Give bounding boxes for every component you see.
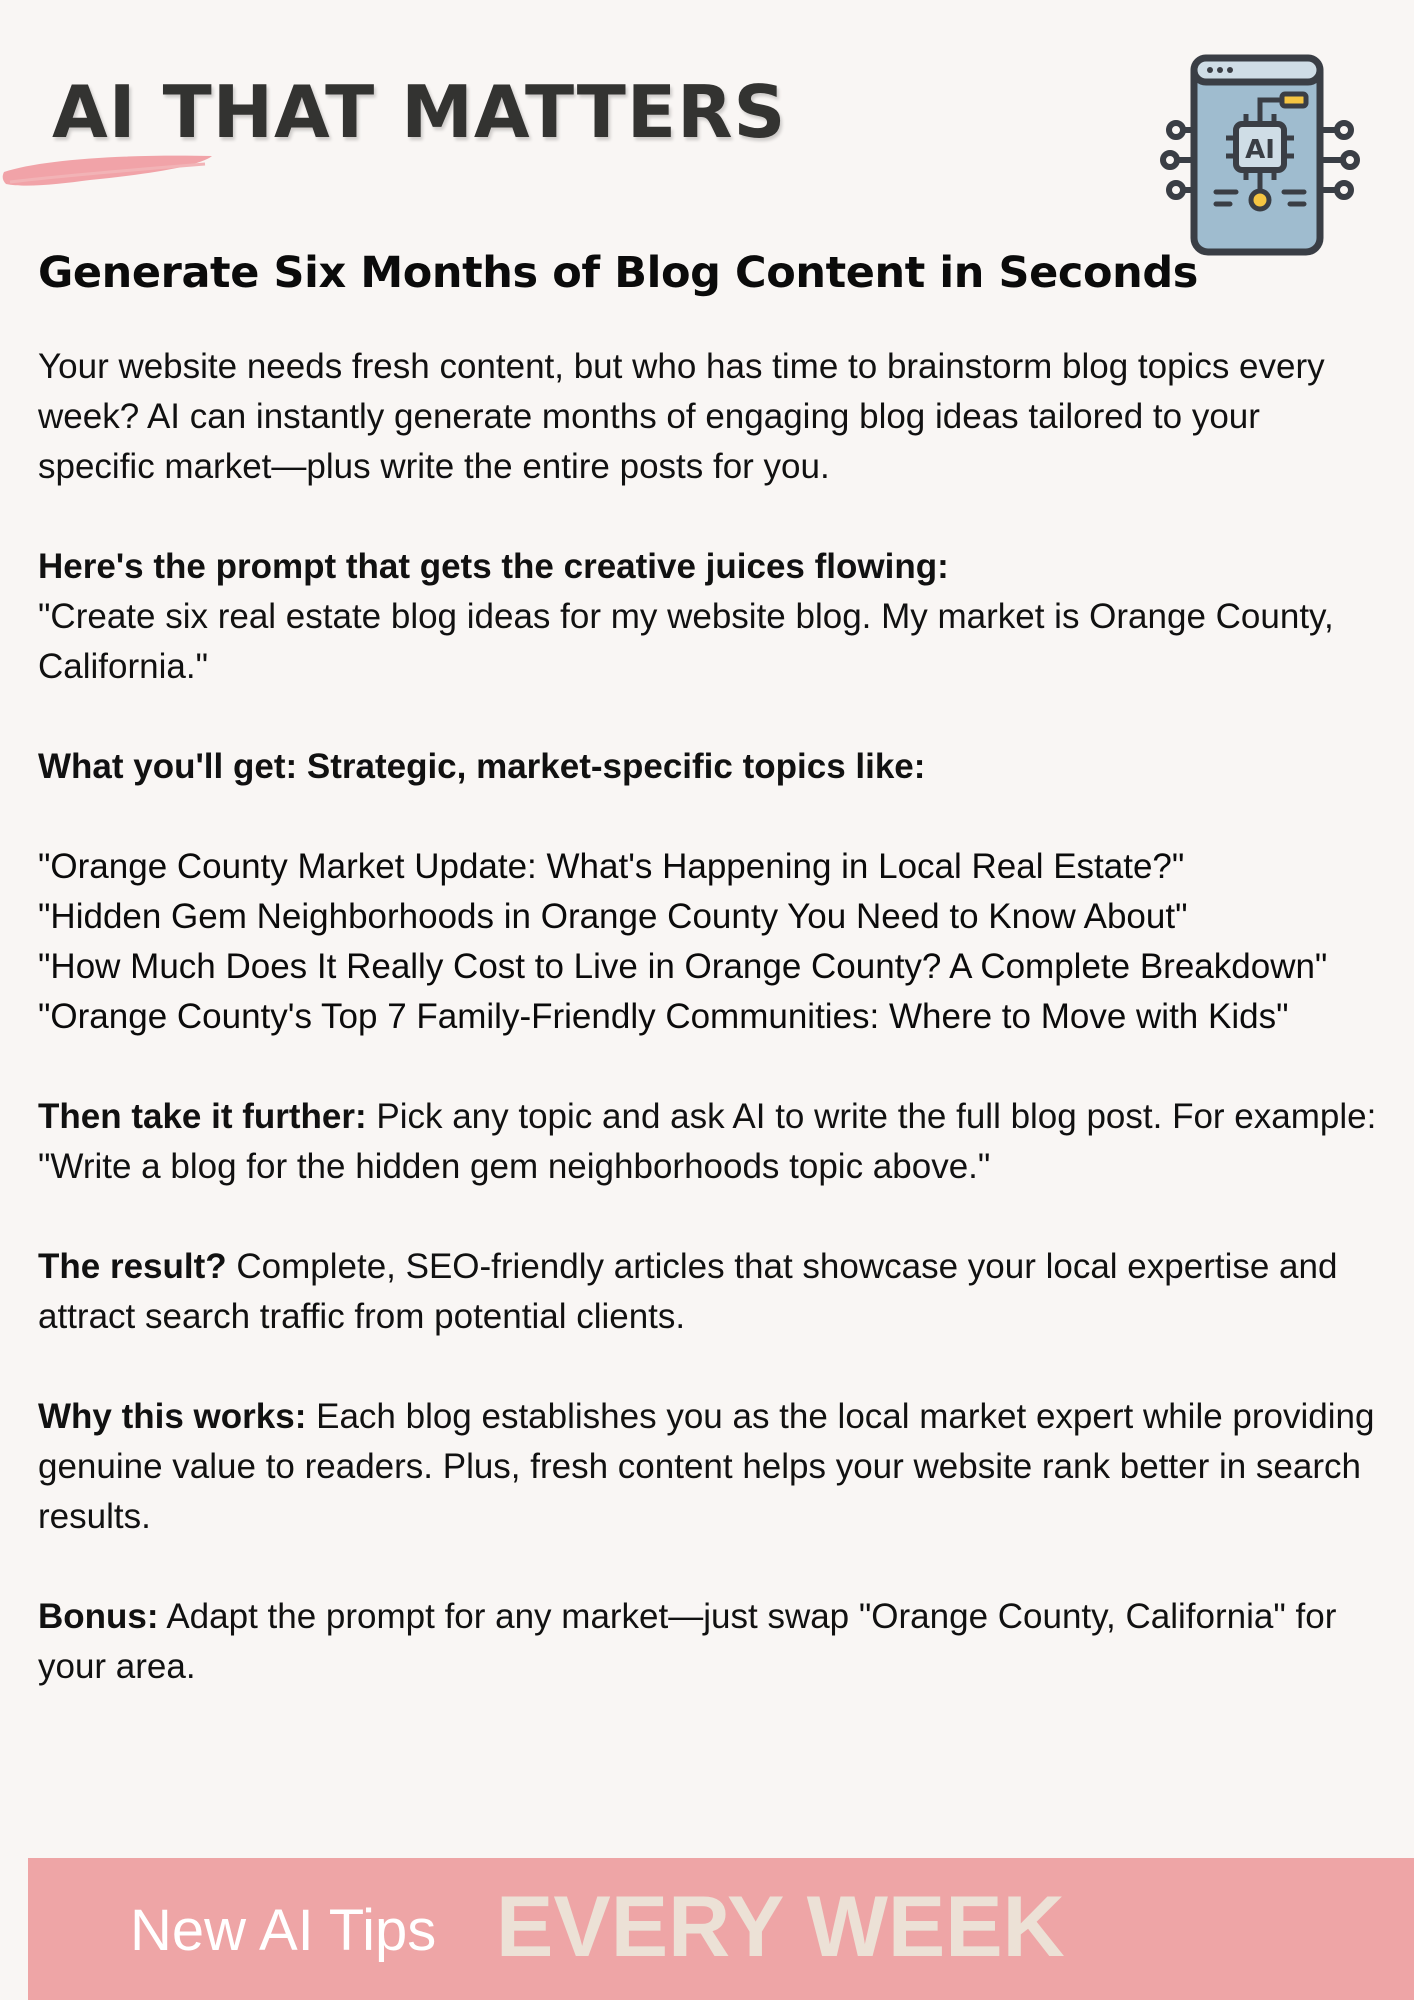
topics-label-text: What you'll get: Strategic, market-specific topics like: bbox=[38, 747, 926, 786]
topics-label bbox=[38, 742, 1378, 792]
footer-banner bbox=[28, 1858, 1414, 2000]
result-text: Complete, SEO-friendly articles that showcase your local expertise and attract search traffic from potential clients. bbox=[38, 1247, 1338, 1336]
brand-title: AI THAT MATTERS bbox=[52, 70, 787, 154]
article-body bbox=[38, 242, 1378, 1742]
footer-big-text: EVERY WEEK bbox=[496, 1879, 1065, 1975]
further-paragraph bbox=[38, 1092, 1378, 1192]
bonus-paragraph bbox=[38, 1592, 1378, 1692]
prompt-text: "Create six real estate blog ideas for my website blog. My market is Orange County, California." bbox=[38, 597, 1334, 686]
intro-paragraph: Your website needs fresh content, but who has time to brainstorm blog topics every week? AI can instantly generate months of engaging blog ideas tailored to your specific market—plus write the entire posts for you. bbox=[38, 347, 1325, 486]
list-item: "Hidden Gem Neighborhoods in Orange County You Need to Know About" bbox=[38, 897, 1188, 936]
article-headline: Generate Six Months of Blog Content in Seconds bbox=[38, 248, 1198, 298]
prompt-section bbox=[38, 542, 1378, 692]
result-label: The result? bbox=[38, 1247, 227, 1286]
list-item: "How Much Does It Really Cost to Live in Orange County? A Complete Breakdown" bbox=[38, 947, 1328, 986]
footer-small-text: New AI Tips bbox=[130, 1898, 437, 1963]
result-paragraph bbox=[38, 1242, 1378, 1342]
prompt-label: Here's the prompt that gets the creative juices flowing: bbox=[38, 547, 949, 586]
list-item: "Orange County Market Update: What's Happening in Local Real Estate?" bbox=[38, 847, 1185, 886]
further-text: Pick any topic and ask AI to write the full blog post. For example: "Write a blog for the hidden gem neighborhoods topic above." bbox=[38, 1097, 1377, 1186]
further-label: Then take it further: bbox=[38, 1097, 367, 1136]
why-paragraph bbox=[38, 1392, 1378, 1542]
why-label: Why this works: bbox=[38, 1397, 307, 1436]
why-text: Each blog establishes you as the local market expert while providing genuine value to readers. Plus, fresh content helps your website rank better in search results. bbox=[38, 1397, 1375, 1536]
ai-chip-icon bbox=[1158, 52, 1362, 256]
ai-chip-label: AI bbox=[1245, 135, 1275, 165]
bonus-label: Bonus: bbox=[38, 1597, 159, 1636]
list-item: "Orange County's Top 7 Family-Friendly Communities: Where to Move with Kids" bbox=[38, 997, 1289, 1036]
topics-list bbox=[38, 842, 1378, 1042]
bonus-text: Adapt the prompt for any market—just swap "Orange County, California" for your area. bbox=[38, 1597, 1337, 1686]
